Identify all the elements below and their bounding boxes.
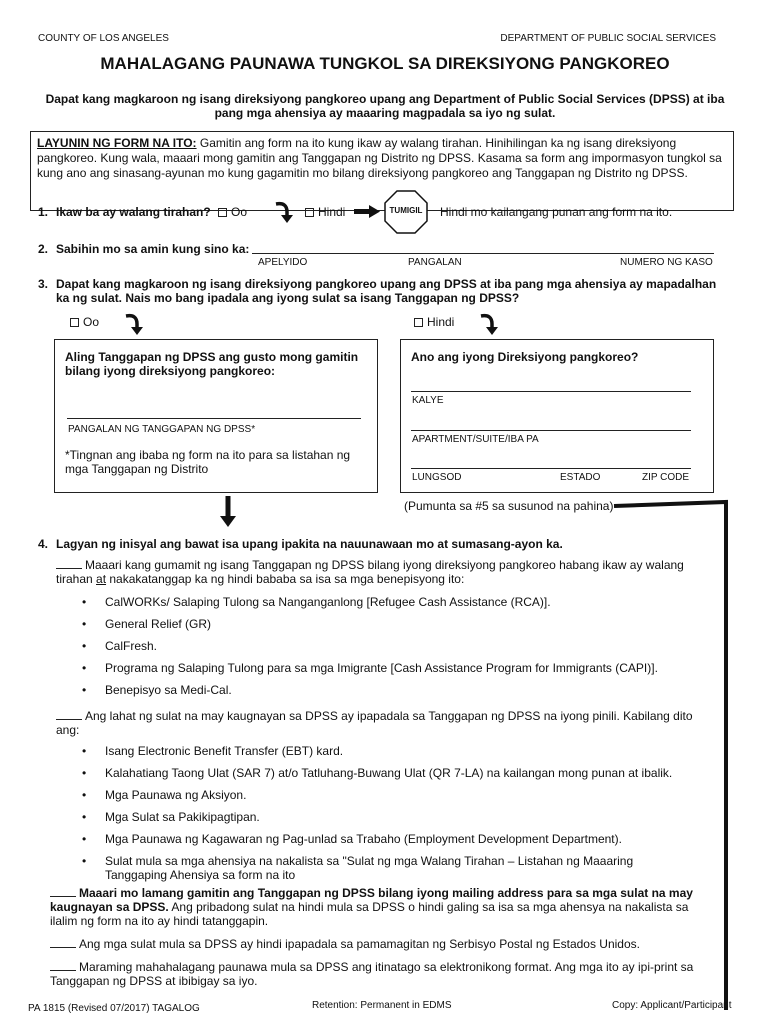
q4-item1-text-b: nakakatanggap ka ng hindi bababa sa isa sa mga benepisyong ito:	[106, 572, 465, 586]
list-item: • Kalahatiang Taong Ulat (SAR 7) at/o Tatluhang-Buwang Ulat (QR 7-LA) na kailangan mong punan at ibalik.	[56, 766, 696, 780]
turn-arrow-icon	[273, 198, 295, 224]
q4-item-1	[56, 558, 686, 586]
list-item: • Programa ng Salaping Tulong para sa mga Imigrante [Cash Assistance Program for Immigrants (CAPI)].	[56, 661, 696, 675]
q1-yes-checkbox[interactable]	[218, 208, 227, 217]
list-item: • Mga Sulat sa Pakikipagtipan.	[56, 810, 696, 824]
q3-no-label: Hindi	[427, 315, 455, 329]
turn-arrow-icon	[123, 310, 145, 336]
form-id: PA 1815 (Revised 07/2017) TAGALOG	[28, 1003, 200, 1014]
q1-number: 1.	[38, 205, 49, 219]
mailing-address-box	[400, 339, 714, 493]
stop-sign-icon	[384, 190, 428, 234]
initial-blank[interactable]	[50, 937, 76, 948]
q1-yes-option[interactable]	[218, 205, 247, 219]
list-item: • General Relief (GR)	[56, 617, 696, 631]
q4-item2-text: Ang lahat ng sulat na may kaugnayan sa DPSS ay ipapadala sa Tanggapan ng DPSS na iyong pinili. Kabilang dito ang:	[56, 709, 693, 737]
q1-stop-note: Hindi mo kailangang punan ang form na ito.	[440, 205, 673, 219]
right-arrow-icon	[354, 205, 380, 219]
q4-item-5	[50, 960, 700, 988]
q3-no-checkbox[interactable]	[414, 318, 423, 327]
name-case-input-line[interactable]	[252, 253, 714, 254]
intro-text: Dapat kang magkaroon ng isang direksiyong pangkoreo upang ang Department of Public Social Services (DPSS) at iba pang mga ahensiya ay maaaring magpadala sa iyo ng sulat.	[45, 92, 725, 120]
dpss-office-note: *Tingnan ang ibaba ng form na ito para sa listahan ng mga Tanggapan ng Distrito	[65, 448, 351, 476]
q4-item-3	[50, 886, 700, 928]
q1-no-option[interactable]	[305, 205, 345, 219]
street-label: KALYE	[412, 395, 444, 406]
city-label: LUNGSOD	[412, 472, 462, 483]
initial-blank[interactable]	[50, 886, 76, 897]
list-item: • CalWORKs/ Salaping Tulong sa Nanganganlong [Refugee Cash Assistance (RCA)].	[56, 595, 696, 609]
county-name: COUNTY OF LOS ANGELES	[38, 33, 169, 44]
retention-note: Retention: Permanent in EDMS	[312, 1000, 452, 1011]
list-item: • CalFresh.	[56, 639, 696, 653]
q4-item-2	[56, 709, 696, 737]
copy-note: Copy: Applicant/Participant	[612, 1000, 732, 1011]
initial-blank[interactable]	[50, 960, 76, 971]
q4-item5-text: Maraming mahahalagang paunawa mula sa DPSS ang itinatago sa elektronikong format. Ang mga ito ay ipi-print sa Tanggapan ng DPSS at ibibigay sa iyo.	[50, 960, 694, 988]
q4-item4-text: Ang mga sulat mula sa DPSS ay hindi ipapadala sa pamamagitan ng Serbisyo Postal ng Estados Unidos.	[79, 937, 640, 951]
q3-number: 3.	[38, 277, 49, 291]
q2-number: 2.	[38, 242, 49, 256]
q1-yes-label: Oo	[231, 205, 248, 219]
zip-label: ZIP CODE	[642, 472, 690, 483]
list-item: • Sulat mula sa mga ahensiya na nakalista sa "Sulat ng mga Walang Tirahan – Listahan ng Maaaring Tanggaping Ahensiya sa form na ito	[56, 854, 696, 882]
go-to-next-page-note: (Pumunta sa #5 sa susunod na pahina)	[404, 499, 614, 513]
q4-item3-bold: Maaari mo lamang gamitin ang Tanggapan ng DPSS bilang iyong mailing address para sa mga sulat na may kaugnayan sa DPSS.	[50, 886, 693, 914]
q4-item3-rest: Ang pribadong sulat na hindi mula sa DPSS o hindi galing sa isa sa mga ahensya na nakalista sa ilalim ng form na ito ay hindi tatanggapin.	[50, 900, 689, 928]
turn-arrow-icon	[478, 310, 500, 336]
dpss-office-heading: Aling Tanggapan ng DPSS ang gusto mong gamitin bilang iyong direksiyong pangkoreo:	[65, 350, 359, 378]
dpss-office-box	[54, 339, 378, 493]
q1-no-checkbox[interactable]	[305, 208, 314, 217]
benefits-list	[56, 595, 696, 697]
q3-no-option[interactable]	[414, 315, 454, 329]
apt-input-line[interactable]	[411, 430, 691, 431]
q4-number: 4.	[38, 537, 49, 551]
dpss-office-label: PANGALAN NG TANGGAPAN NG DPSS*	[68, 424, 256, 435]
q4-item1-text-a: Maaari kang gumamit ng isang Tanggapan ng DPSS bilang iyong direksiyong pangkoreo habang ikaw ay walang tirahan	[56, 558, 684, 586]
last-name-label: APELYIDO	[258, 257, 308, 268]
initial-blank[interactable]	[56, 709, 82, 720]
stop-label: TUMIGIL	[389, 206, 423, 215]
down-arrow-icon	[220, 496, 236, 528]
page-title: MAHALAGANG PAUNAWA TUNGKOL SA DIREKSIYONG PANGKOREO	[100, 54, 670, 73]
dpss-office-input-line[interactable]	[67, 418, 361, 419]
case-number-label: NUMERO NG KASO	[620, 257, 713, 268]
q2-question: Sabihin mo sa amin kung sino ka:	[56, 242, 250, 256]
q3-yes-checkbox[interactable]	[70, 318, 79, 327]
mail-items-list	[56, 744, 696, 882]
first-name-label: PANGALAN	[408, 257, 462, 268]
q1-no-label: Hindi	[318, 205, 346, 219]
state-label: ESTADO	[560, 472, 601, 483]
department-name: DEPARTMENT OF PUBLIC SOCIAL SERVICES	[500, 33, 716, 44]
purpose-label: LAYUNIN NG FORM NA ITO:	[37, 136, 197, 150]
list-item: • Benepisyo sa Medi-Cal.	[56, 683, 696, 697]
q3-question: Dapat kang magkaroon ng isang direksiyong pangkoreo upang ang DPSS at iba pang mga ahensiya ay mapadalhan ka ng sulat. Nais mo bang ipadala ang iyong sulat sa isang Tanggapan ng DPSS?	[56, 277, 717, 305]
street-input-line[interactable]	[411, 391, 691, 392]
apt-label: APARTMENT/SUITE/IBA PA	[412, 434, 539, 445]
list-item: • Mga Paunawa ng Aksiyon.	[56, 788, 696, 802]
city-state-zip-input-line[interactable]	[411, 468, 691, 469]
q1-question: Ikaw ba ay walang tirahan?	[56, 205, 211, 219]
q4-item1-at: at	[96, 572, 107, 586]
list-item: • Isang Electronic Benefit Transfer (EBT) kard.	[56, 744, 696, 758]
q4-item-4	[50, 937, 700, 951]
q3-yes-option[interactable]	[70, 315, 99, 329]
q3-yes-label: Oo	[83, 315, 100, 329]
initial-blank[interactable]	[56, 558, 82, 569]
purpose-text: Gamitin ang form na ito kung ikaw ay walang tirahan. Hinihilingan ka ng isang direksiyong pangkoreo. Kung wala, maaari mong gamitin ang Tanggapan ng Distrito ng DPSS. Kasama sa form ang impormasyon tungkol sa kung ano ang sinasang-ayunan mo kung gagamitin mo bilang direksiyong pangkoreo ang Tanggapan ng Distrito ng DPSS.	[37, 136, 722, 180]
list-item: • Mga Paunawa ng Kagawaran ng Pag-unlad sa Trabaho (Employment Development Department).	[56, 832, 696, 846]
mailing-address-heading: Ano ang iyong Direksiyong pangkoreo?	[411, 350, 639, 364]
purpose-box	[30, 131, 734, 211]
q4-question: Lagyan ng inisyal ang bawat isa upang ipakita na nauunawaan mo at sumasang-ayon ka.	[56, 537, 563, 551]
